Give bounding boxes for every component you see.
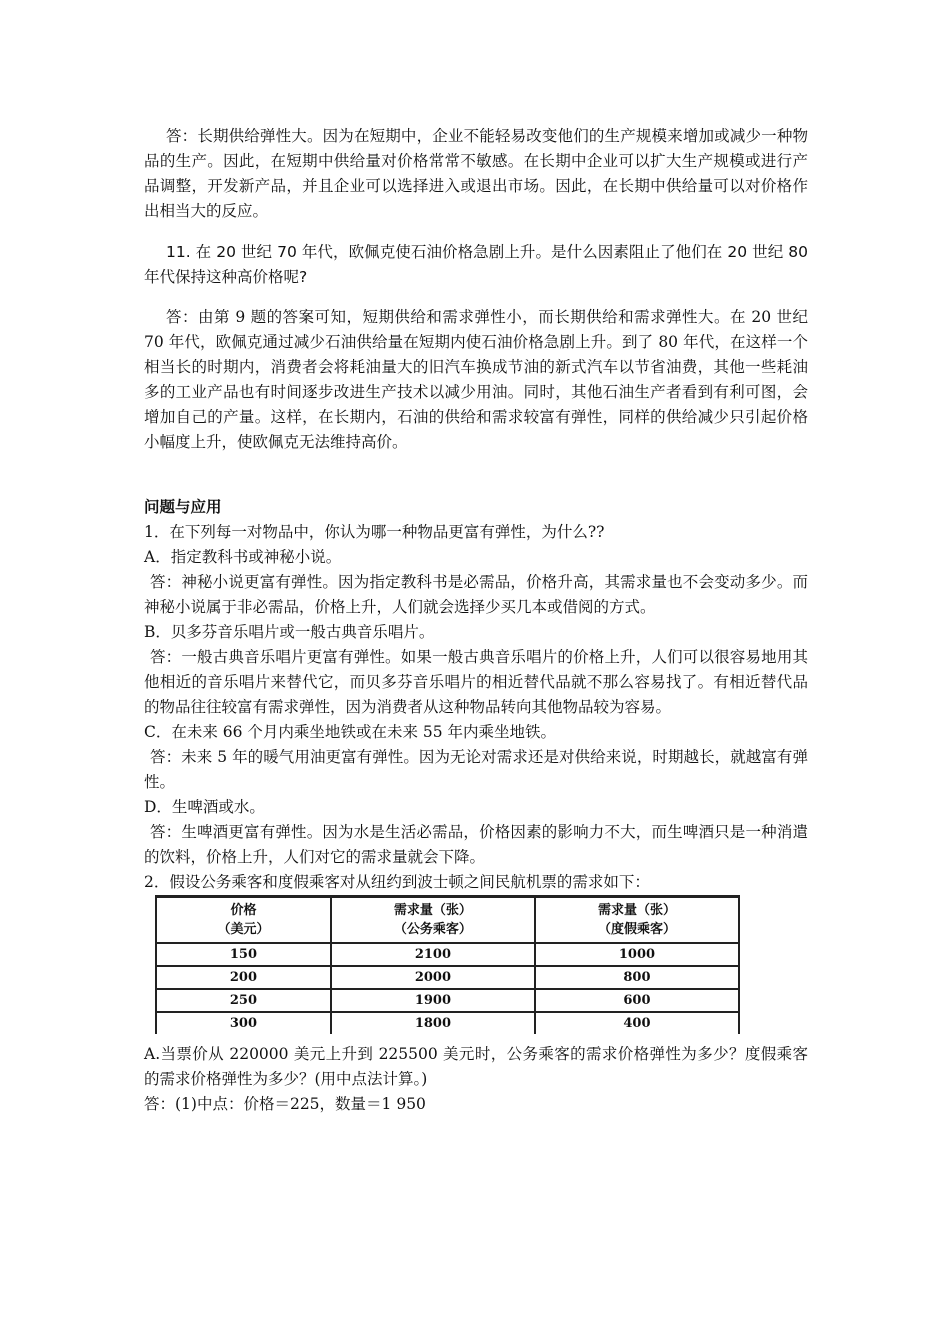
table-cell: 250 bbox=[156, 989, 331, 1012]
table-cell: 400 bbox=[535, 1012, 739, 1034]
item-d-answer: 答：生啤酒更富有弹性。因为水是生活必需品，价格因素的影响力不大，而生啤酒只是一种消遣的饮料，价格上升，人们对它的需求量就会下降。 bbox=[144, 823, 808, 866]
table-cell: 150 bbox=[156, 943, 331, 966]
item-b-answer: 答：一般古典音乐唱片更富有弹性。如果一般古典音乐唱片的价格上升，人们可以很容易地用其他相近的音乐唱片来替代它，而贝多芬音乐唱片的相近替代品就不那么容易找了。有相近替代品的物品往往较富有需求弹性，因为消费者从这种物品转向其他物品较为容易。 bbox=[144, 648, 808, 716]
answer-10-block bbox=[144, 124, 808, 224]
table-cell: 800 bbox=[535, 966, 739, 989]
table-row bbox=[156, 943, 739, 966]
table-row bbox=[156, 989, 739, 1012]
question-11-block bbox=[144, 240, 808, 290]
table-row bbox=[156, 1012, 739, 1034]
table-cell: 300 bbox=[156, 1012, 331, 1034]
item-d-label: D．生啤酒或水。 bbox=[144, 798, 265, 816]
question-2-text: 2．假设公务乘客和度假乘客对从纽约到波士顿之间民航机票的需求如下： bbox=[144, 873, 650, 891]
table-cell: 1000 bbox=[535, 943, 739, 966]
demand-table bbox=[155, 895, 740, 1034]
table-cell: 2100 bbox=[331, 943, 535, 966]
section-heading: 问题与应用 bbox=[144, 498, 222, 516]
table-row bbox=[156, 966, 739, 989]
table-cell: 1800 bbox=[331, 1012, 535, 1034]
answer-11-block bbox=[144, 305, 808, 455]
question-2a-text: A.当票价从 220000 美元上升到 225500 美元时，公务乘客的需求价格弹性为多少？度假乘客的需求价格弹性为多少？(用中点法计算。) bbox=[144, 1045, 808, 1088]
answer-2a-start: 答：(1)中点：价格＝225，数量＝1 950 bbox=[144, 1095, 426, 1113]
table-header-row bbox=[156, 897, 739, 944]
problems-section bbox=[144, 495, 808, 895]
header-vacation-demand: 需求量（张） （度假乘客） bbox=[535, 897, 739, 944]
header-business-demand: 需求量（张） （公务乘客） bbox=[331, 897, 535, 944]
after-table-block bbox=[144, 1042, 808, 1117]
item-c-answer: 答：未来 5 年的暖气用油更富有弹性。因为无论对需求还是对供给来说，时期越长，就越富有弹性。 bbox=[144, 748, 808, 791]
item-b-label: B．贝多芬音乐唱片或一般古典音乐唱片。 bbox=[144, 623, 435, 641]
table-cell: 200 bbox=[156, 966, 331, 989]
answer-10-text: 答：长期供给弹性大。因为在短期中，企业不能轻易改变他们的生产规模来增加或减少一种物品的生产。因此，在短期中供给量对价格常常不敏感。在长期中企业可以扩大生产规模或进行产品调整，开发新产品，并且企业可以选择进入或退出市场。因此，在长期中供给量可以对价格作出相当大的反应。 bbox=[144, 127, 808, 220]
item-a-answer: 答：神秘小说更富有弹性。因为指定教科书是必需品，价格升高，其需求量也不会变动多少。而神秘小说属于非必需品，价格上升，人们就会选择少买几本或借阅的方式。 bbox=[144, 573, 808, 616]
header-price: 价格 （美元） bbox=[156, 897, 331, 944]
question-1-text: 1．在下列每一对物品中，你认为哪一种物品更富有弹性，为什么?? bbox=[144, 523, 605, 541]
table-cell: 1900 bbox=[331, 989, 535, 1012]
item-a-label: A．指定教科书或神秘小说。 bbox=[144, 548, 342, 566]
table-cell: 600 bbox=[535, 989, 739, 1012]
question-11-text: 11. 在 20 世纪 70 年代，欧佩克使石油价格急剧上升。是什么因素阻止了他们在 20 世纪 80 年代保持这种高价格呢? bbox=[144, 243, 808, 286]
item-c-label: C．在未来 66 个月内乘坐地铁或在未来 55 年内乘坐地铁。 bbox=[144, 723, 557, 741]
table-cell: 2000 bbox=[331, 966, 535, 989]
answer-11-text: 答：由第 9 题的答案可知，短期供给和需求弹性小，而长期供给和需求弹性大。在 20 世纪 70 年代，欧佩克通过减少石油供给量在短期内使石油价格急剧上升。到了 80 年代，在这样一个相当长的时期内，消费者会将耗油量大的旧汽车换成节油的新式汽车以节省油费，其他一些耗油多的工业产品也有时间逐步改进生产技术以减少用油。同时，其他石油生产者看到有利可图，会增加自己的产量。这样，在长期内，石油的供给和需求较富有弹性，同样的供给减少只引起价格小幅度上升，使欧佩克无法维持高价。 bbox=[144, 308, 808, 451]
